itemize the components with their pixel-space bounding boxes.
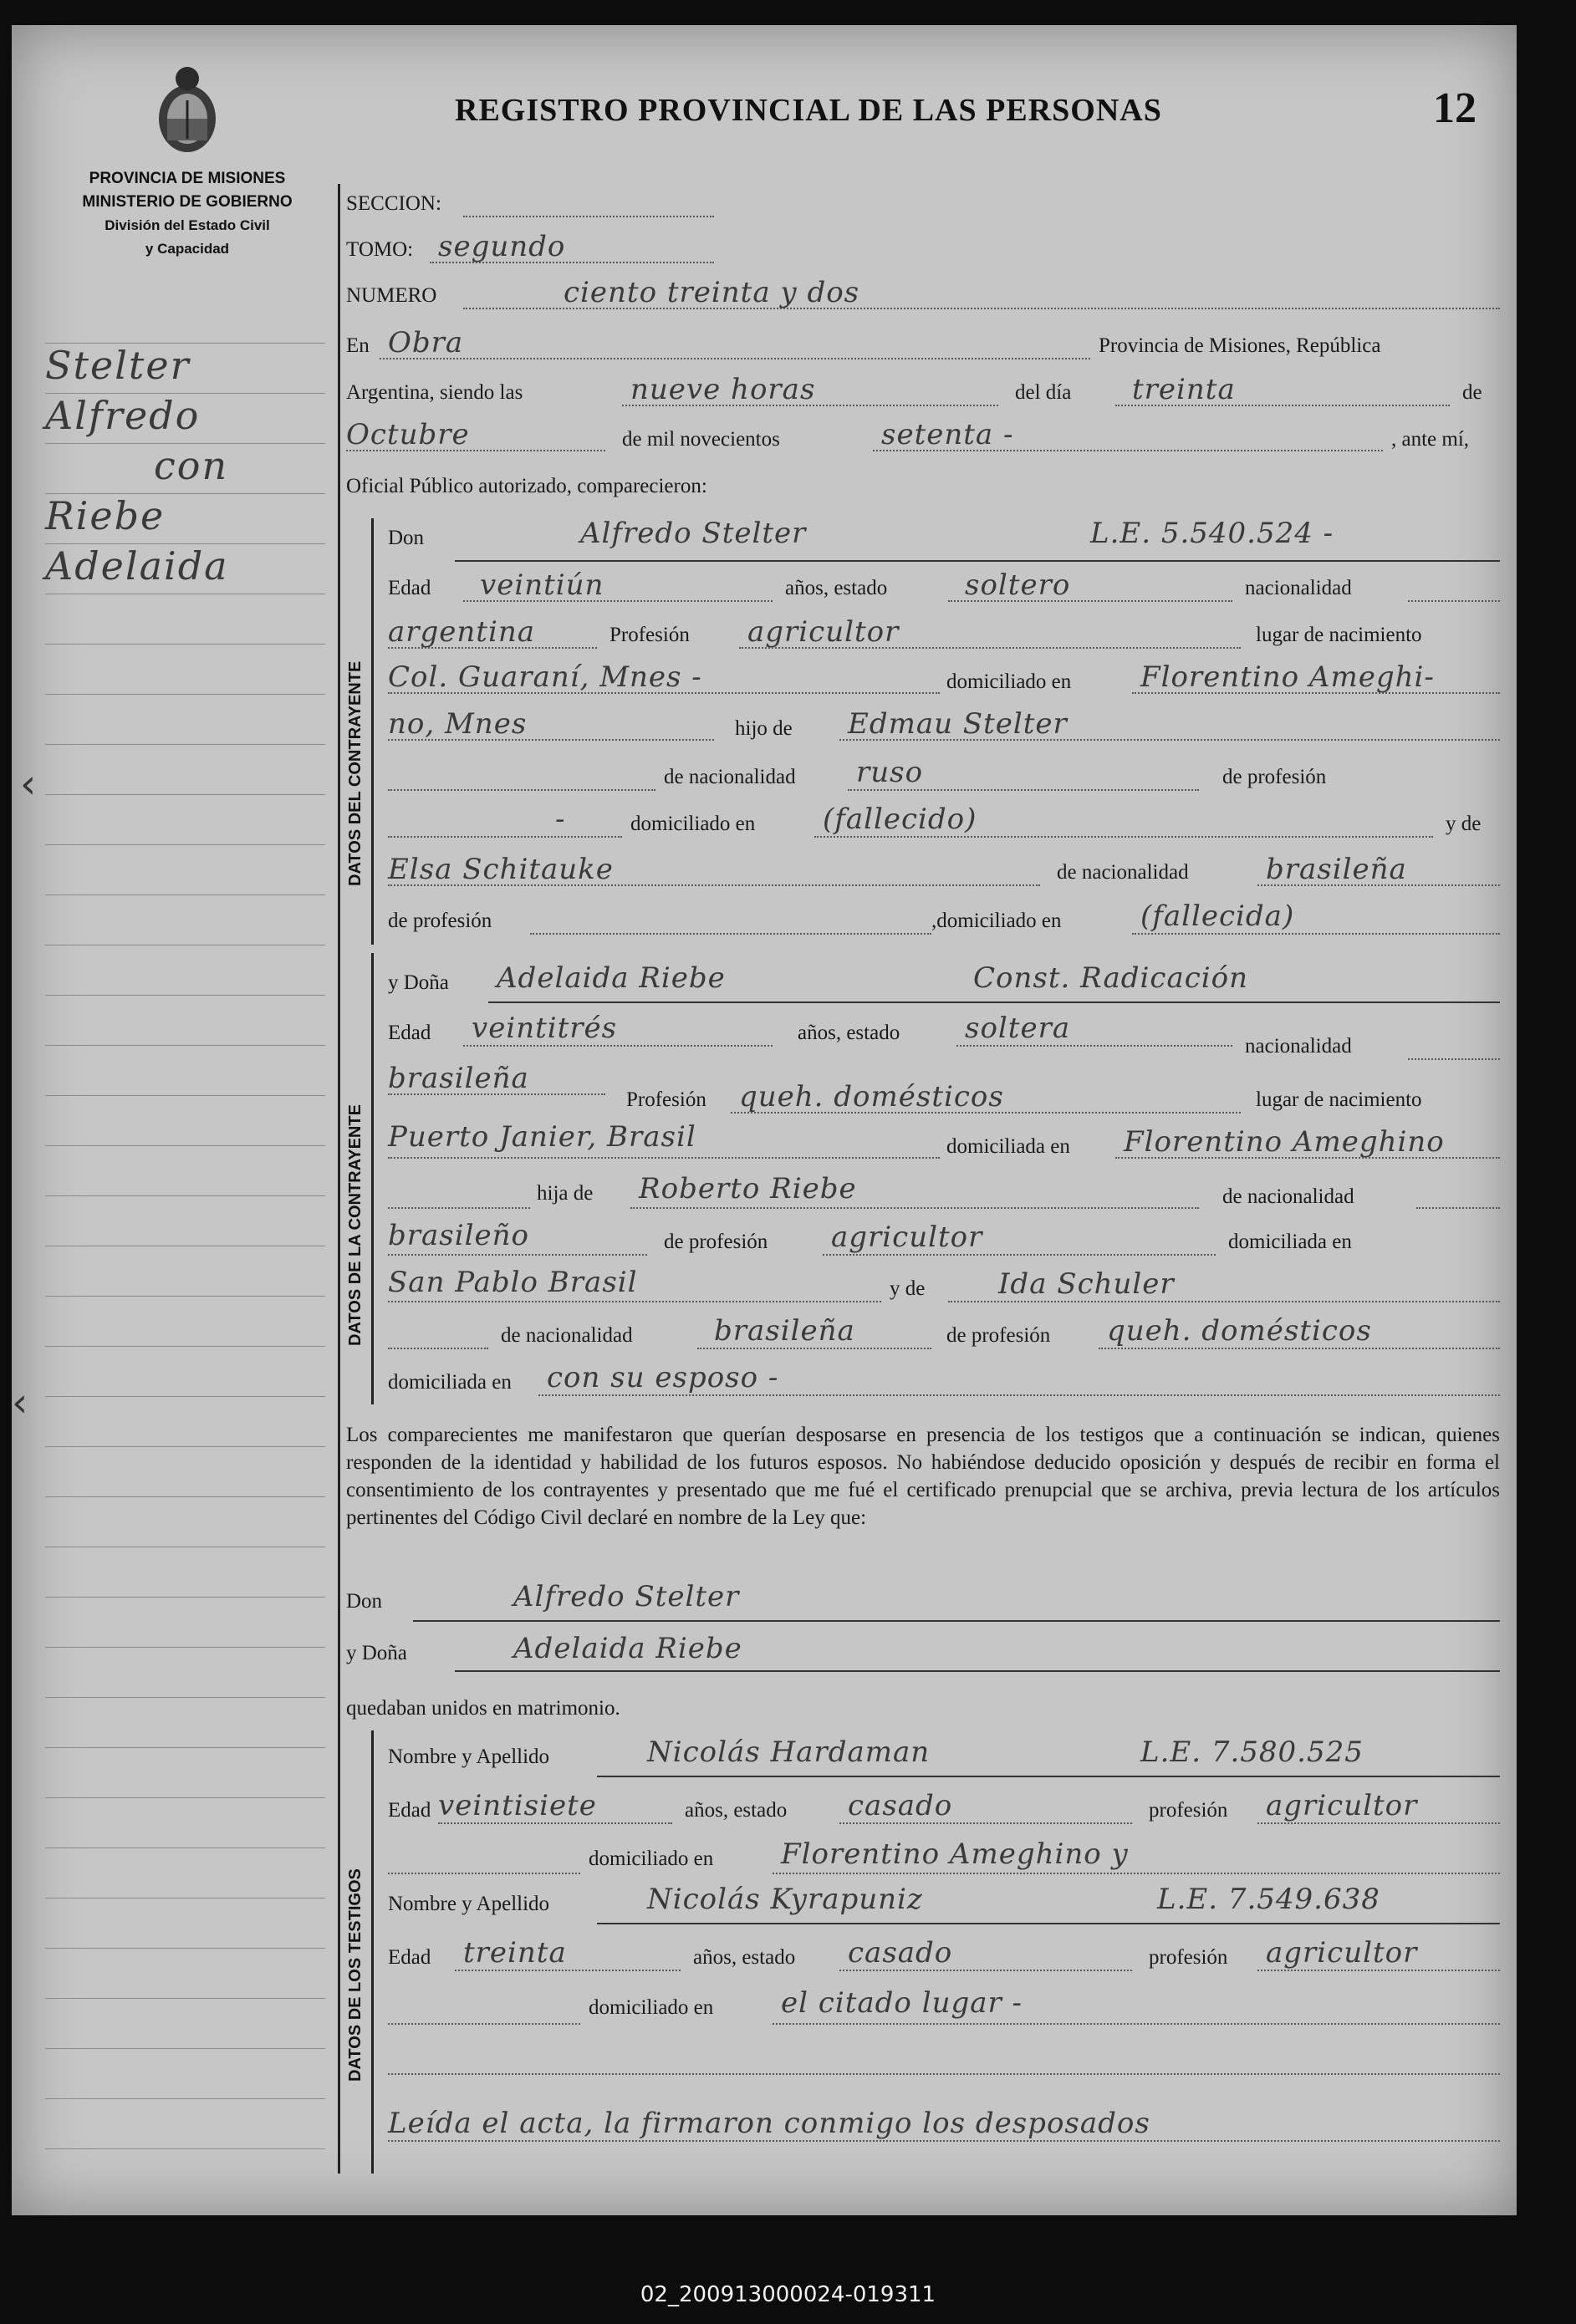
hw-edad-ella: veintitrés <box>472 1012 618 1045</box>
testigos-border <box>371 1730 374 2174</box>
hw-lugar-ella: Puerto Janier, Brasil <box>388 1120 696 1154</box>
label-edad-4: Edad <box>388 1946 431 1969</box>
hw-dom-madre: (fallecida) <box>1140 900 1295 933</box>
hw-horas: nueve horas <box>630 373 816 406</box>
declaration-paragraph: Los comparecientes me manifestaron que querían desposarse en presencia de los testigos que a continuación se indican, quienes responden de la identidad y habilidad de los futuros esposos. No habiéndose deducido oposición y después de recibir en forma el consentimiento de los contrayentes y presentado que me fué el certificado prenupcial que se archiva, previa lectura de los artículos pertinentes del Código Civil declaré en nombre de la Ley que: <box>346 1424 1500 1529</box>
authority-block <box>45 167 329 261</box>
hw-prof-padre: - <box>555 803 566 836</box>
label-de-profesion-3: de profesión <box>664 1231 768 1253</box>
authority-line4: y Capacidad <box>145 241 230 257</box>
label-numero: NUMERO <box>346 284 437 307</box>
label-hija-de: hija de <box>537 1182 594 1205</box>
hw-dom-madre-ella: con su esposo - <box>547 1361 779 1394</box>
hw-lugar-el: Col. Guaraní, Mnes - <box>388 660 702 694</box>
hw-estado-ella: soltera <box>965 1012 1071 1045</box>
authority-line2: MINISTERIO DE GOBIERNO <box>82 193 293 211</box>
label-oficial: Oficial Público autorizado, comparecieron: <box>346 475 707 497</box>
hw-t2-edad: treinta <box>463 1936 567 1970</box>
hw-padre-ella: Roberto Riebe <box>639 1172 857 1205</box>
hw-lugar: Obra <box>388 326 464 359</box>
register-page <box>12 25 1517 2215</box>
label-anos-estado: años, estado <box>785 577 888 599</box>
margin-note-surname2: Riebe <box>45 493 166 538</box>
label-anos-estado-4: años, estado <box>693 1946 796 1969</box>
hw-dona-doc: Const. Radicación <box>973 961 1248 995</box>
label-de-nacionalidad-4: de nacionalidad <box>501 1324 633 1347</box>
label-domiciliada-en: domiciliada en <box>946 1135 1070 1158</box>
label-nacionalidad: nacionalidad <box>1245 577 1352 599</box>
margin-note-name2: Adelaida <box>45 543 229 589</box>
hw-t1-prof: agricultor <box>1266 1789 1418 1822</box>
hw-t2-doc: L.E. 7.549.638 <box>1157 1883 1380 1916</box>
contrayente-border <box>371 518 374 945</box>
hw-t2-prof: agricultor <box>1266 1936 1418 1970</box>
hw-t1-dom: Florentino Ameghino y <box>781 1837 1129 1871</box>
label-lugar-nac-2: lugar de nacimiento <box>1256 1088 1422 1111</box>
label-y-dona: y Doña <box>388 971 449 994</box>
side-label-contrayente: DATOS DEL CONTRAYENTE <box>346 660 365 886</box>
hw-nac-ella: brasileña <box>388 1062 529 1095</box>
hw-t2-dom: el citado lugar - <box>781 1986 1023 2020</box>
label-en: En <box>346 334 370 357</box>
hw-dom-el: Florentino Ameghi- <box>1140 660 1435 694</box>
margin-tick-mark-2: ‹ <box>12 1379 28 1426</box>
hw-t2-estado: casado <box>848 1936 953 1970</box>
label-seccion: SECCION: <box>346 192 441 215</box>
hw-dom-padre: (fallecido) <box>823 803 977 836</box>
label-quedaban: quedaban unidos en matrimonio. <box>346 1697 620 1720</box>
label-argentina-siendo: Argentina, siendo las <box>346 381 523 404</box>
label-lugar-nac: lugar de nacimiento <box>1256 624 1422 646</box>
coat-of-arms-icon <box>137 59 237 159</box>
hw-t1-edad: veintisiete <box>438 1789 597 1822</box>
hw-nac-padre-ella: brasileño <box>388 1219 529 1252</box>
hw-dia: treinta <box>1132 373 1236 406</box>
hw-mes: Octubre <box>346 418 470 451</box>
hw-dom-ella: Florentino Ameghino <box>1124 1125 1445 1159</box>
label-y-dona-2: y Doña <box>346 1642 407 1664</box>
label-ante-mi: , ante mí, <box>1391 428 1470 451</box>
margin-note-name: Alfredo <box>45 393 201 438</box>
label-provincia: Provincia de Misiones, República <box>1099 334 1381 357</box>
hw-t1-nombre: Nicolás Hardaman <box>647 1735 931 1769</box>
hw-dom-el-2: no, Mnes <box>388 707 528 741</box>
margin-tick-mark: ‹ <box>20 761 37 808</box>
page-number: 12 <box>1433 84 1477 132</box>
label-del-dia: del día <box>1015 381 1072 404</box>
label-domiciliado-en-t1: domiciliado en <box>589 1847 714 1870</box>
hw-t2-nombre: Nicolás Kyrapuniz <box>647 1883 923 1916</box>
label-hijo-de: hijo de <box>735 717 793 740</box>
image-id-caption: 02_200913000024-019311 <box>640 2282 936 2307</box>
label-domiciliado-en: domiciliado en <box>946 670 1072 693</box>
label-de-profesion-2: de profesión <box>388 910 492 932</box>
label-nombre-apellido: Nombre y Apellido <box>388 1746 550 1768</box>
label-domiciliado-en-2: domiciliado en <box>630 813 756 835</box>
label-de: de <box>1462 381 1482 404</box>
register-title: REGISTRO PROVINCIAL DE LAS PERSONAS <box>455 93 1162 128</box>
main-border <box>338 184 340 2174</box>
label-domiciliado-en-comma: ,domiciliado en <box>931 910 1062 932</box>
hw-nac-el: argentina <box>388 615 536 649</box>
authority-line1: PROVINCIA DE MISIONES <box>89 170 286 187</box>
hw-don-final: Alfredo Stelter <box>513 1580 740 1613</box>
label-edad: Edad <box>388 577 431 599</box>
label-profesion-4: profesión <box>1149 1946 1228 1969</box>
label-profesion-3: profesión <box>1149 1799 1228 1822</box>
hw-estado-el: soltero <box>965 568 1071 602</box>
hw-don: Alfredo Stelter <box>580 517 807 550</box>
hw-closing-line: Leída el acta, la firmaron conmigo los desposados <box>388 2107 1150 2140</box>
hw-padre: Edmau Stelter <box>848 707 1068 741</box>
margin-note-surname: Stelter <box>45 343 191 388</box>
label-domiciliado-en-t2: domiciliado en <box>589 1996 714 2019</box>
hw-nac-padre: ruso <box>856 756 924 789</box>
label-profesion: Profesión <box>609 624 690 646</box>
authority-line3: División del Estado Civil <box>105 217 270 233</box>
label-de-nacionalidad-2: de nacionalidad <box>1057 861 1189 884</box>
hw-t1-doc: L.E. 7.580.525 <box>1140 1735 1364 1769</box>
label-de-profesion: de profesión <box>1222 766 1327 788</box>
label-edad-2: Edad <box>388 1022 431 1044</box>
label-profesion-2: Profesión <box>626 1088 706 1111</box>
hw-prof-ella: queh. domésticos <box>739 1080 1004 1114</box>
hw-tomo: segundo <box>438 230 566 263</box>
label-don: Don <box>388 527 425 549</box>
hw-madre: Elsa Schitauke <box>388 853 614 886</box>
hw-prof-padre-ella: agricultor <box>831 1221 983 1254</box>
side-label-contrayente-f: DATOS DE LA CONTRAYENTE <box>346 1104 365 1346</box>
hw-don-doc: L.E. 5.540.524 - <box>1090 517 1334 550</box>
hw-nac-madre: brasileña <box>1266 853 1407 886</box>
label-edad-3: Edad <box>388 1799 431 1822</box>
hw-prof-el: agricultor <box>747 615 900 649</box>
label-nombre-apellido-2: Nombre y Apellido <box>388 1893 550 1915</box>
label-de-mil: de mil novecientos <box>622 428 780 451</box>
hw-numero: ciento treinta y dos <box>564 276 860 309</box>
hw-nac-madre-ella: brasileña <box>714 1314 855 1348</box>
label-don-2: Don <box>346 1590 383 1613</box>
hw-madre-ella: Ida Schuler <box>998 1267 1175 1301</box>
label-de-nacionalidad-3: de nacionalidad <box>1222 1185 1354 1208</box>
hw-t1-estado: casado <box>848 1789 953 1822</box>
hw-dom-padre-ella: San Pablo Brasil <box>388 1266 638 1299</box>
label-domiciliada-en-3: domiciliada en <box>388 1371 512 1394</box>
side-label-testigos: DATOS DE LOS TESTIGOS <box>346 1868 365 2082</box>
label-anos-estado-3: años, estado <box>685 1799 788 1822</box>
label-de-profesion-4: de profesión <box>946 1324 1051 1347</box>
label-y-de-2: y de <box>890 1277 926 1300</box>
label-de-nacionalidad: de nacionalidad <box>664 766 796 788</box>
label-nacionalidad-2: nacionalidad <box>1245 1035 1352 1058</box>
contrayente-f-border <box>371 953 374 1404</box>
hw-edad-el: veintiún <box>480 568 604 602</box>
margin-note-con: con <box>154 443 229 488</box>
label-anos-estado-2: años, estado <box>798 1022 900 1044</box>
hw-anio: setenta - <box>881 418 1014 451</box>
hw-dona-final: Adelaida Riebe <box>513 1632 742 1665</box>
hw-dona: Adelaida Riebe <box>497 961 726 995</box>
label-tomo: TOMO: <box>346 238 414 261</box>
label-domiciliada-en-2: domiciliada en <box>1228 1231 1352 1253</box>
label-y-de: y de <box>1446 813 1482 835</box>
hw-prof-madre-ella: queh. domésticos <box>1107 1314 1372 1348</box>
